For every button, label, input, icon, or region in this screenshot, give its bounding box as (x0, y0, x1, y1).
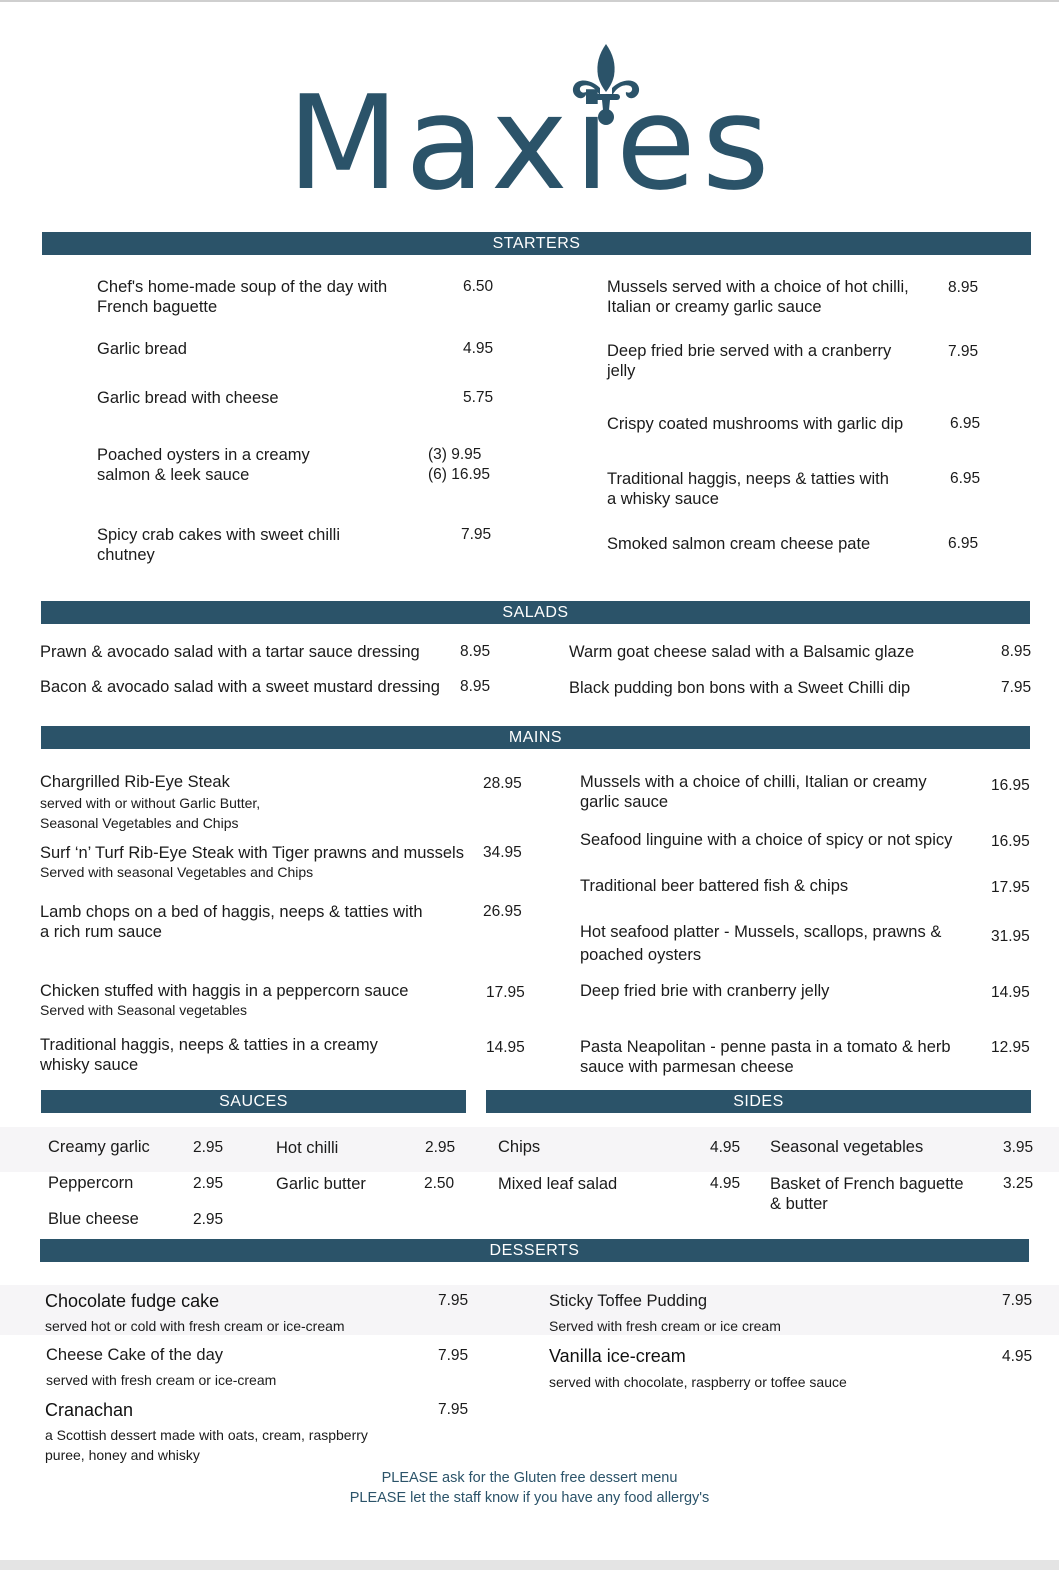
menu-item-description: served with or without Garlic Butter, (40, 795, 261, 811)
dessert-description: served with chocolate, raspberry or toffee sauce (549, 1374, 847, 1390)
menu-item-name: Italian or creamy garlic sauce (607, 298, 822, 316)
menu-item-name: whisky sauce (40, 1056, 139, 1074)
sauce-price: 2.95 (193, 1175, 224, 1192)
dessert-description: Served with fresh cream or ice cream (549, 1318, 781, 1334)
menu-item-price: 28.95 (483, 775, 522, 792)
side-name: Basket of French baguette (770, 1175, 964, 1193)
menu-item-name: Pasta Neapolitan - penne pasta in a tomato & herb (580, 1038, 951, 1056)
section-header-desserts: DESSERTS (40, 1239, 1029, 1262)
top-edge (0, 0, 1059, 2)
dessert-description: a Scottish dessert made with oats, cream, raspberry (45, 1427, 368, 1443)
menu-item-price: 26.95 (483, 903, 522, 920)
dessert-description: served hot or cold with fresh cream or ice-cream (45, 1318, 345, 1334)
dessert-price: 4.95 (1002, 1348, 1033, 1365)
menu-item-name: Traditional haggis, neeps & tatties with (607, 470, 889, 488)
menu-item-price: 12.95 (991, 1039, 1030, 1056)
menu-item-price: 8.95 (460, 678, 491, 695)
dessert-name: Cheese Cake of the day (46, 1346, 224, 1364)
menu-item-price: 31.95 (991, 928, 1030, 945)
sauce-name: Peppercorn (48, 1174, 134, 1192)
gluten-free-note: PLEASE ask for the Gluten free dessert menu (381, 1470, 678, 1486)
dessert-name: Sticky Toffee Pudding (549, 1292, 708, 1310)
menu-item-price: 17.95 (486, 984, 525, 1001)
menu-item-name: Surf ‘n’ Turf Rib-Eye Steak with Tiger prawns and mussels (40, 844, 464, 862)
menu-item-name: Chef's home-made soup of the day with (97, 278, 388, 296)
menu-item-name: Seafood linguine with a choice of spicy or not spicy (580, 831, 953, 849)
sauce-name: Hot chilli (276, 1139, 339, 1157)
menu-item-name: Lamb chops on a bed of haggis, neeps & tatties with (40, 903, 423, 921)
menu-item-price: 8.95 (460, 643, 491, 660)
menu-item-name: Black pudding bon bons with a Sweet Chilli dip (569, 679, 911, 697)
menu-item-description: Served with seasonal Vegetables and Chips (40, 864, 314, 880)
menu-item-name: Mussels served with a choice of hot chilli, (607, 278, 909, 296)
sauce-price: 2.95 (193, 1139, 224, 1156)
side-name: Mixed leaf salad (498, 1175, 618, 1193)
menu-item-name: Poached oysters in a creamy (97, 446, 310, 464)
side-name: Chips (498, 1138, 541, 1156)
menu-item-name: Chicken stuffed with haggis in a peppercorn sauce (40, 982, 409, 1000)
section-header-salads: SALADS (41, 601, 1030, 624)
menu-item-name: Warm goat cheese salad with a Balsamic glaze (569, 643, 915, 661)
menu-item-price: 5.75 (463, 389, 494, 406)
sauce-name: Blue cheese (48, 1210, 139, 1228)
menu-item-price: 6.95 (948, 535, 979, 552)
menu-item-price: 34.95 (483, 844, 522, 861)
dessert-name: Cranachan (45, 1400, 134, 1420)
side-price: 4.95 (710, 1139, 741, 1156)
side-price: 3.25 (1003, 1175, 1034, 1192)
section-header-mains: MAINS (41, 726, 1030, 749)
menu-item-name: Traditional beer battered fish & chips (580, 877, 849, 895)
menu-item-price: 7.95 (1001, 679, 1032, 696)
menu-item-name: Chargrilled Rib-Eye Steak (40, 773, 230, 791)
section-header-sides: SIDES (486, 1090, 1031, 1113)
menu-item-price: 17.95 (991, 879, 1030, 896)
menu-item-price: 16.95 (991, 777, 1030, 794)
menu-item-price: 4.95 (463, 340, 494, 357)
menu-item-name: a rich rum sauce (40, 923, 162, 941)
sauce-price: 2.95 (425, 1139, 456, 1156)
menu-item-name: French baguette (97, 298, 218, 316)
menu-item-price: 14.95 (991, 984, 1030, 1001)
menu-item-price: 7.95 (461, 526, 492, 543)
menu-item-name: poached oysters (580, 946, 702, 964)
dessert-description: served with fresh cream or ice-cream (46, 1372, 277, 1388)
section-header-sauces: SAUCES (41, 1090, 466, 1113)
menu-item-price: 6.50 (463, 278, 494, 295)
dessert-price: 7.95 (438, 1401, 469, 1418)
dessert-description: puree, honey and whisky (45, 1447, 200, 1463)
side-name: & butter (770, 1195, 828, 1213)
menu-item-name: Garlic bread with cheese (97, 389, 279, 407)
menu-item-price: 6.95 (950, 415, 981, 432)
menu-item-description: Served with Seasonal vegetables (40, 1002, 248, 1018)
menu-item-price: 7.95 (948, 343, 979, 360)
menu-item-name: Traditional haggis, neeps & tatties in a creamy (40, 1036, 378, 1054)
brand-logo: Maxies (287, 67, 776, 219)
menu-item-name: Hot seafood platter - Mussels, scallops, prawns & (580, 923, 942, 941)
menu-item-description: Seasonal Vegetables and Chips (40, 815, 239, 831)
menu-item-price: 8.95 (1001, 643, 1032, 660)
side-price: 3.95 (1003, 1139, 1034, 1156)
menu-item-price: (6) 16.95 (428, 466, 491, 483)
menu-item-name: Deep fried brie served with a cranberry (607, 342, 892, 360)
menu-item-name: chutney (97, 546, 155, 564)
sauce-name: Creamy garlic (48, 1138, 150, 1156)
menu-item-price: (3) 9.95 (428, 446, 482, 463)
allergy-note: PLEASE let the staff know if you have any food allergy's (349, 1490, 710, 1506)
menu-item-name: garlic sauce (580, 793, 669, 811)
menu-item-name: Mussels with a choice of chilli, Italian or creamy (580, 773, 927, 791)
bottom-edge (0, 1560, 1059, 1570)
menu-item-price: 14.95 (486, 1039, 525, 1056)
dessert-price: 7.95 (438, 1292, 469, 1309)
menu-item-name: sauce with parmesan cheese (580, 1058, 794, 1076)
menu-item-name: Crispy coated mushrooms with garlic dip (607, 415, 904, 433)
menu-item-name: Smoked salmon cream cheese pate (607, 535, 871, 553)
dessert-price: 7.95 (1002, 1292, 1033, 1309)
menu-item-price: 8.95 (948, 279, 979, 296)
menu-item-name: Deep fried brie with cranberry jelly (580, 982, 830, 1000)
side-price: 4.95 (710, 1175, 741, 1192)
dessert-name: Chocolate fudge cake (45, 1291, 220, 1311)
dessert-price: 7.95 (438, 1347, 469, 1364)
sauce-name: Garlic butter (276, 1175, 366, 1193)
menu-item-name: a whisky sauce (607, 490, 719, 508)
sauce-price: 2.95 (193, 1211, 224, 1228)
dessert-name: Vanilla ice-cream (549, 1346, 686, 1366)
sauce-price: 2.50 (424, 1175, 455, 1192)
menu-item-name: salmon & leek sauce (97, 466, 250, 484)
side-name: Seasonal vegetables (770, 1138, 924, 1156)
menu-item-name: Spicy crab cakes with sweet chilli (97, 526, 341, 544)
menu-item-name: jelly (607, 362, 636, 380)
section-header-starters: STARTERS (42, 232, 1031, 255)
menu-item-name: Garlic bread (97, 340, 187, 358)
menu-item-price: 6.95 (950, 470, 981, 487)
menu-item-name: Prawn & avocado salad with a tartar sauce dressing (40, 643, 420, 661)
menu-item-price: 16.95 (991, 833, 1030, 850)
menu-item-name: Bacon & avocado salad with a sweet mustard dressing (40, 678, 440, 696)
